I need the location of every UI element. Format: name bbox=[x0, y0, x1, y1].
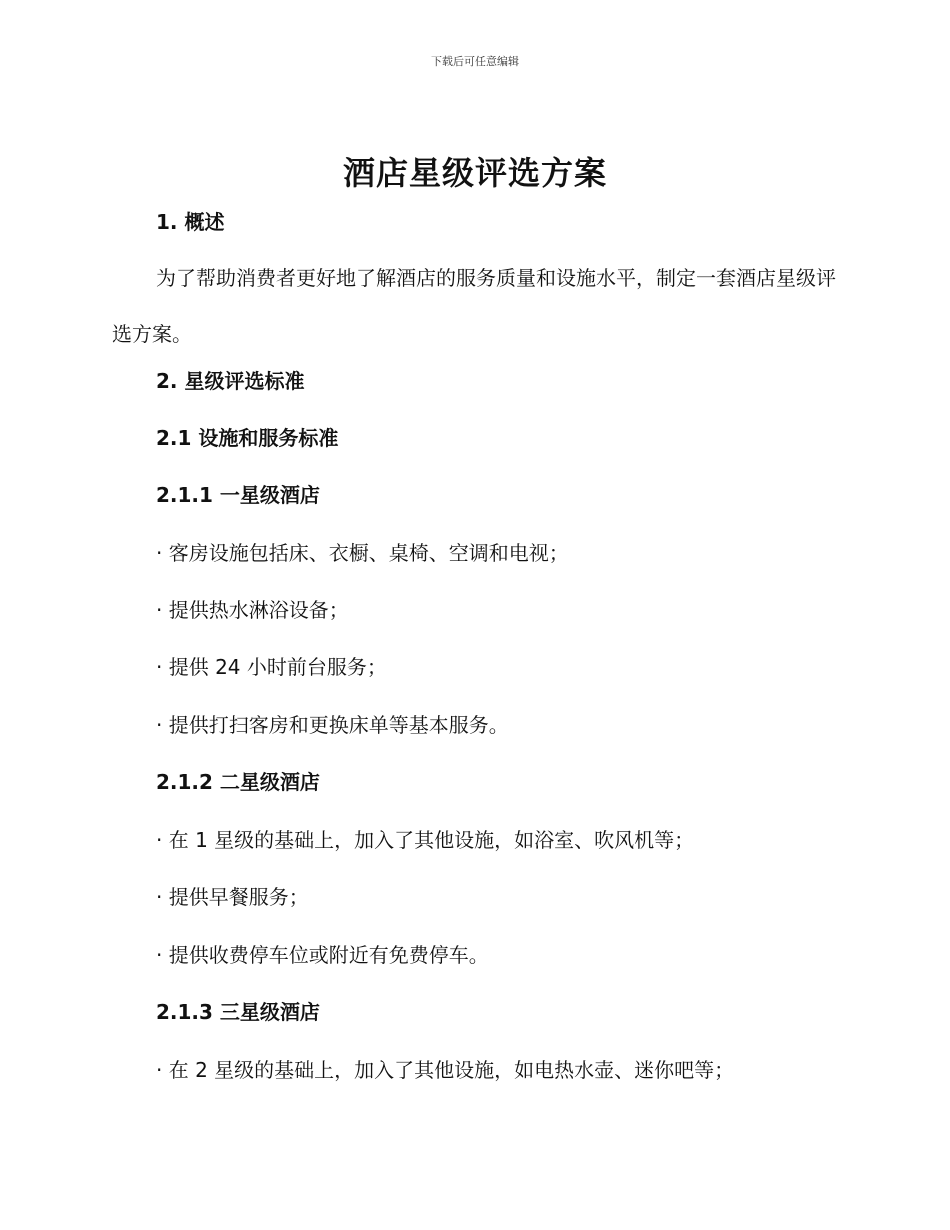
list-item: · 提供 24 小时前台服务； bbox=[156, 655, 387, 679]
section-heading-criteria: 2. 星级评选标准 bbox=[156, 369, 305, 393]
list-item: · 提供打扫客房和更换床单等基本服务。 bbox=[156, 713, 509, 737]
subsection-heading-three-star: 2.1.3 三星级酒店 bbox=[156, 1000, 320, 1024]
subsection-heading-facilities: 2.1 设施和服务标准 bbox=[156, 426, 339, 450]
subsection-heading-two-star: 2.1.2 二星级酒店 bbox=[156, 770, 320, 794]
list-item: · 提供热水淋浴设备； bbox=[156, 598, 349, 622]
list-item: · 在 1 星级的基础上，加入了其他设施，如浴室、吹风机等； bbox=[156, 828, 695, 852]
page-header-note: 下载后可任意编辑 bbox=[431, 55, 519, 68]
subsection-heading-one-star: 2.1.1 一星级酒店 bbox=[156, 483, 320, 507]
overview-paragraph: 为了帮助消费者更好地了解酒店的服务质量和设施水平，制定一套酒店星级评选方案。 bbox=[112, 266, 836, 346]
section-heading-overview: 1. 概述 bbox=[156, 210, 225, 234]
list-item: · 在 2 星级的基础上，加入了其他设施，如电热水壶、迷你吧等； bbox=[156, 1058, 735, 1082]
list-item: · 提供收费停车位或附近有免费停车。 bbox=[156, 943, 489, 967]
list-item: · 提供早餐服务； bbox=[156, 885, 309, 909]
document-title: 酒店星级评选方案 bbox=[342, 154, 607, 192]
list-item: · 客房设施包括床、衣橱、桌椅、空调和电视； bbox=[156, 541, 569, 565]
